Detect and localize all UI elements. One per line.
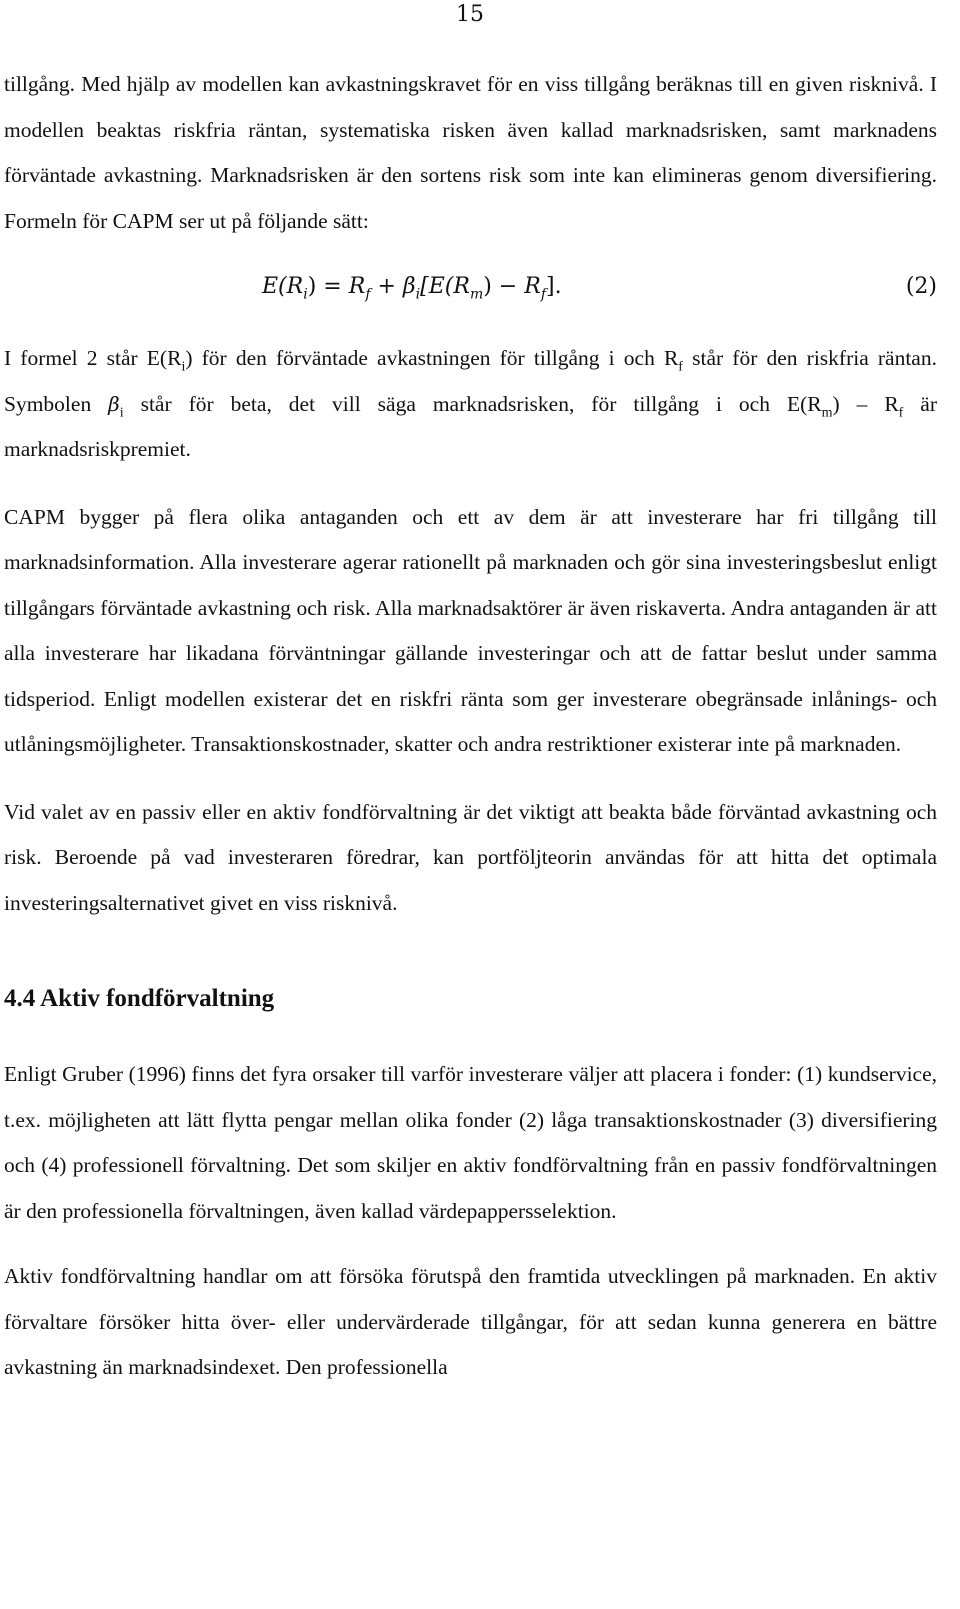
formula-expression: $E(R_i) = R_f + \beta_i[E(R_m) - R_f]$. [262, 274, 562, 303]
equation-number: (2) [905, 274, 937, 299]
paragraph-formula-explanation: I formel 2 står $E(R_i)$ för den förväntade avkastningen för tillgång i och $R_f$ står för den riskfria räntan. Symbolen $\beta_i$ står för beta, det vill säga marknadsrisken, för tillgång i och $E(R_m) - R_f$ är marknadsriskpremiet. [4, 346, 938, 461]
paragraph-capm-assumptions: CAPM bygger på flera olika antaganden och ett av dem är att investerare har fri tillgång till marknadsinformation. Alla investerare agerar rationellt på marknaden och gör sina investeringsbeslut enligt tillgångars förväntade avkastning och risk. Alla marknadsaktörer är även riskaverta. Andra antaganden är att alla investerare har likadana förväntningar gällande investeringar och att de fattar beslut under samma tidsperiod. Enligt modellen existerar det en riskfri ränta som ger investerare obegränsade inlånings- och utlåningsmöjligheter. Transaktionskostnader, skatter och andra restriktioner existerar inte på marknaden. [4, 504, 937, 756]
paragraph-gruber: Enligt Gruber (1996) finns det fyra orsaker till varför investerare väljer att placera i fonder: (1) kundservice, t.ex. möjligheten att lätt flytta pengar mellan olika fonder (2) låga transaktionskostnader (3) diversifiering och (4) professionell förvaltning. Det som skiljer en aktiv fondförvaltning från en passiv fondförvaltningen är den professionella förvaltningen, även kallad värdepappersselektion. [4, 1062, 937, 1223]
paragraph-active-management: Aktiv fondförvaltning handlar om att försöka förutspå den framtida utvecklingen på marknaden. En aktiv förvaltare försöker hitta över- eller undervärderade tillgångar, för att sedan kunna generera en bättre avkastning än marknadsindexet. Den professionella [4, 1264, 937, 1379]
section-heading: 4.4 Aktiv fondförvaltning [4, 985, 275, 1012]
capm-formula [4, 266, 937, 336]
paragraph-capm-intro: tillgång. Med hjälp av modellen kan avkastningskravet för en viss tillgång beräknas till en given risknivå. I modellen beaktas riskfria räntan, systematiska risken även kallad marknadsrisken, samt marknadens förväntade avkastning. Marknadsrisken är den sortens risk som inte kan elimineras genom diversifiering. Formeln för CAPM ser ut på följande sätt: [4, 72, 937, 233]
page-number: 15 [456, 2, 484, 27]
paragraph-passive-active: Vid valet av en passiv eller en aktiv fondförvaltning är det viktigt att beakta både förväntad avkastning och risk. Beroende på vad investeraren föredrar, kan portföljteorin användas för att hitta det optimala investeringsalternativet givet en viss risknivå. [4, 799, 937, 915]
document-body [4, 62, 937, 1391]
